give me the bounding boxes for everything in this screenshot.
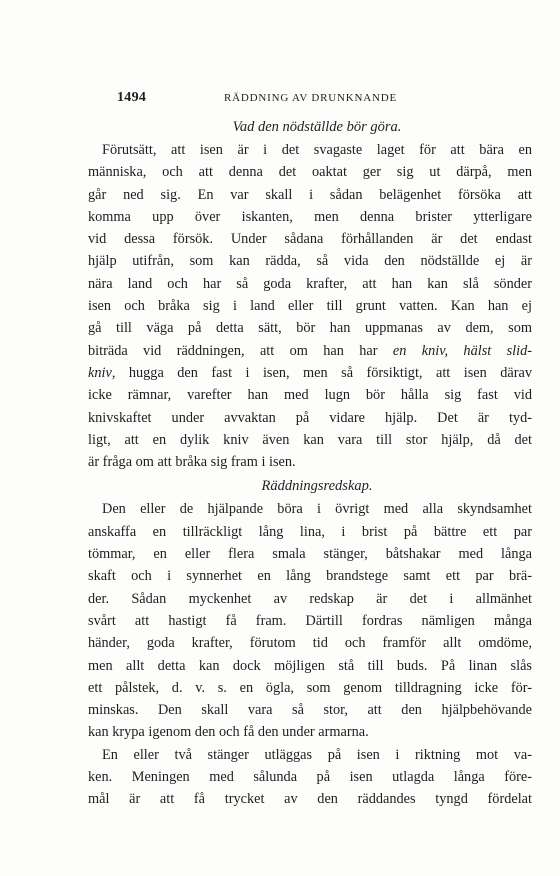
text-line: Förutsätt, att isen är i det svagaste laget för att bära en	[102, 142, 532, 158]
section-heading-nodstallde: Vad den nödställde bör göra.	[232, 119, 402, 135]
italic-phrase: en kniv, hälst slid-	[392, 342, 533, 359]
text-line-with-italic: biträda vid räddningen, att om han har en kniv, hälst slid-	[88, 342, 533, 359]
text-line: der. Sådan myckenhet av redskap är det i allmänhet	[88, 590, 532, 607]
text-line: komma upp över iskanten, men denna brister ytterligare	[88, 208, 532, 225]
text-line-with-italic: kniv, hugga den fast i isen, men så försiktigt, att isen därav	[88, 364, 532, 381]
running-title: RÄDDNING AV DRUNKNANDE	[224, 92, 398, 104]
text-line: men allt detta kan dock möjligen stå till buds. På linan slås	[88, 657, 532, 674]
text-line: gå till väga på detta sätt, bör han uppmanas av dem, som	[88, 320, 532, 337]
text-line: En eller två stänger utläggas på isen i riktning mot va-	[102, 746, 532, 763]
text-line: människa, och att denna det oaktat ger sig ut därpå, men	[88, 164, 532, 181]
text-line: ken. Meningen med sålunda på isen utlagda långa före-	[88, 769, 532, 786]
page-number: 1494	[117, 90, 147, 105]
text-line: minskas. Den skall vara så stor, att den hjälpbehövande	[88, 702, 532, 719]
text-line: icke rämnar, varefter han med lugn bör hålla sig fast vid	[88, 387, 532, 404]
paragraph-raddningsredskap	[88, 498, 532, 810]
text-line: går ned sig. En var skall i sådan belägenhet försöka att	[88, 186, 532, 203]
text-line: vid dessa försök. Under sådana förhållanden är det endast	[88, 231, 532, 248]
body-text	[88, 116, 532, 811]
text-line: skaft och i synnerhet en lång brandstege samt ett par brä-	[88, 568, 532, 585]
text-line: anskaffa en tillräckligt lång lina, i brist på bättre ett par	[88, 523, 532, 540]
page-header	[117, 90, 432, 108]
text-line: ligt, att en dylik kniv även kan vara till stor hjälp, då det	[88, 431, 532, 448]
italic-phrase: kniv	[88, 364, 112, 381]
text-line: kan krypa igenom den och få den under armarna.	[88, 724, 369, 741]
section-heading-raddningsredskap: Räddningsredskap.	[261, 478, 373, 495]
text-line: mål är att få trycket av den räddandes tyngd fördelat	[88, 791, 532, 808]
text-line: ett pålstek, d. v. s. en ögla, som genom tilldragning icke för-	[88, 679, 532, 696]
text-line: Den eller de hjälpande böra i övrigt med alla skyndsamhet	[102, 501, 532, 518]
text-line: svårt att hastigt få fram. Därtill fordras nämligen många	[88, 612, 532, 629]
text-line: tömmar, en eller flera smala stänger, båtshakar med långa	[88, 546, 532, 563]
text-line: är fråga om att bråka sig fram i isen.	[88, 454, 296, 471]
text-line: hjälp utifrån, som kan rädda, så vida den nödställde ej är	[88, 253, 532, 270]
text-line: knivskaftet under avvaktan på vidare hjälp. Det är tyd-	[88, 409, 532, 426]
paragraph-nodstallde	[88, 139, 532, 473]
text-line: nära land och har så goda krafter, att han kan slå sönder	[88, 275, 532, 292]
text-line: händer, goda krafter, förutom tid och framför allt omdöme,	[88, 635, 532, 652]
text-line: isen och bråka sig i land eller till grunt vatten. Kan han ej	[88, 298, 532, 315]
